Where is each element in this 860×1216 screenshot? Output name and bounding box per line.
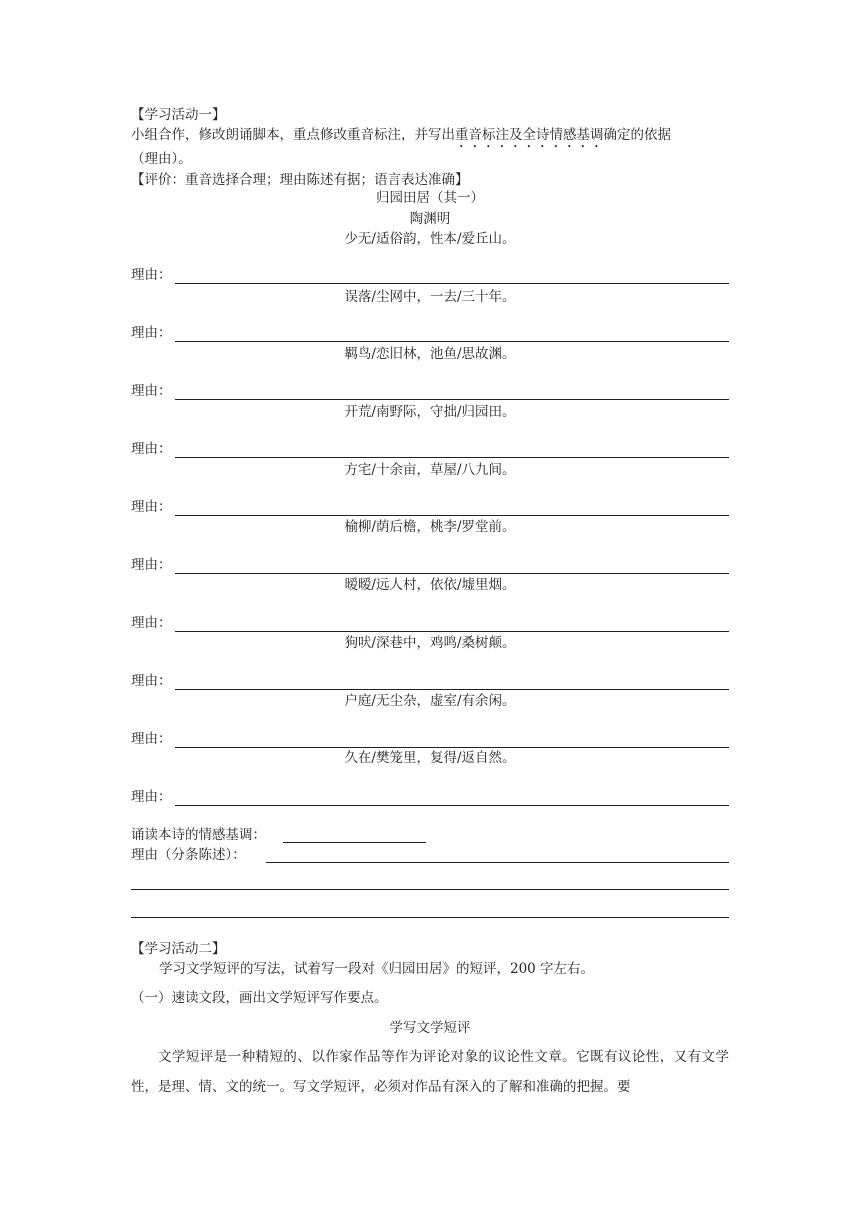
activity1-instruction-cont: （理由）。	[131, 151, 192, 167]
poem-line: 羁鸟/恋旧林，池鱼/思故渊。	[344, 346, 516, 362]
poem-line: 狗吠/深巷中，鸡鸣/桑树颠。	[344, 635, 516, 651]
poem-line: 开荒/南野际，守拙/归园田。	[344, 404, 516, 420]
answer-line[interactable]	[175, 689, 729, 690]
tone-reason-label: 理由（分条陈述）：	[131, 847, 246, 863]
reason-row[interactable]	[131, 730, 729, 748]
activity2-step1: （一）速读文段，画出文学短评写作要点。	[131, 990, 388, 1006]
answer-line[interactable]	[175, 515, 729, 516]
reason-label: 理由：	[131, 267, 172, 283]
poem-line: 少无/适俗韵，性本/爱丘山。	[344, 231, 516, 247]
poem-title: 归园田居（其一）	[376, 190, 484, 206]
reason-row[interactable]	[131, 556, 729, 574]
tone-label: 诵读本诗的情感基调：	[131, 827, 266, 843]
tone-row	[131, 826, 266, 844]
answer-line[interactable]	[175, 457, 729, 458]
activity2-task: 学习文学短评的写法，试着写一段对《归园田居》的短评，200 字左右。	[159, 961, 595, 977]
activity1-instruction	[131, 126, 671, 151]
poem-line: 误落/尘网中，一去/三十年。	[344, 289, 516, 305]
article-paragraph: 文学短评是一种精短的、以作家作品等作为评论对象的议论性文章。它既有议论性，又有文学性，是理、情、文的统一。写文学短评，必须对作品有深入的了解和准确的把握。要	[131, 1049, 729, 1095]
instruction-text-b: 确定的依据	[603, 127, 671, 143]
reason-label: 理由：	[131, 673, 172, 689]
reason-row[interactable]	[131, 266, 729, 284]
reason-row[interactable]	[131, 788, 729, 806]
reason-row[interactable]	[131, 672, 729, 690]
poem-author: 陶渊明	[409, 211, 451, 227]
answer-line[interactable]	[175, 399, 729, 400]
reason-label: 理由：	[131, 325, 172, 341]
answer-line[interactable]	[175, 631, 729, 632]
instruction-text-a: 小组合作，修改朗诵脚本，重点修改重音标注，并写出	[131, 127, 455, 143]
reason-label: 理由：	[131, 731, 172, 747]
poem-line: 久在/樊笼里，复得/返自然。	[344, 750, 516, 766]
reason-label: 理由：	[131, 789, 172, 805]
answer-line[interactable]	[175, 805, 729, 806]
activity1-heading: 【学习活动一】	[131, 107, 226, 123]
answer-line[interactable]	[175, 341, 729, 342]
reason-label: 理由：	[131, 499, 172, 515]
reason-row[interactable]	[131, 382, 729, 400]
activity2-heading: 【学习活动二】	[131, 941, 226, 957]
activity1-evaluation: 【评价：重音选择合理；理由陈述有据；语言表达准确】	[131, 172, 469, 188]
poem-line: 户庭/无尘杂，虚室/有余闲。	[344, 693, 516, 709]
reason-row[interactable]	[131, 614, 729, 632]
answer-line[interactable]	[175, 283, 729, 284]
tone-reason-line[interactable]	[131, 917, 729, 918]
tone-answer-line[interactable]	[283, 842, 426, 843]
reason-label: 理由：	[131, 615, 172, 631]
tone-reason-line[interactable]	[131, 889, 729, 890]
reason-row[interactable]	[131, 324, 729, 342]
poem-line: 暧暧/远人村，依依/墟里烟。	[344, 577, 516, 593]
reason-label: 理由：	[131, 441, 172, 457]
reason-label: 理由：	[131, 383, 172, 399]
reason-row[interactable]	[131, 498, 729, 516]
poem-line: 榆柳/荫后檐，桃李/罗堂前。	[344, 519, 516, 535]
answer-line[interactable]	[175, 573, 729, 574]
article-title: 学写文学短评	[389, 1020, 471, 1036]
reason-row[interactable]	[131, 440, 729, 458]
poem-line: 方宅/十余亩，草屋/八九间。	[344, 462, 516, 478]
reason-label: 理由：	[131, 557, 172, 573]
instruction-emphasis: 重音标注及全诗情感基调	[455, 127, 604, 143]
tone-reason-line[interactable]	[266, 862, 729, 863]
answer-line[interactable]	[175, 747, 729, 748]
